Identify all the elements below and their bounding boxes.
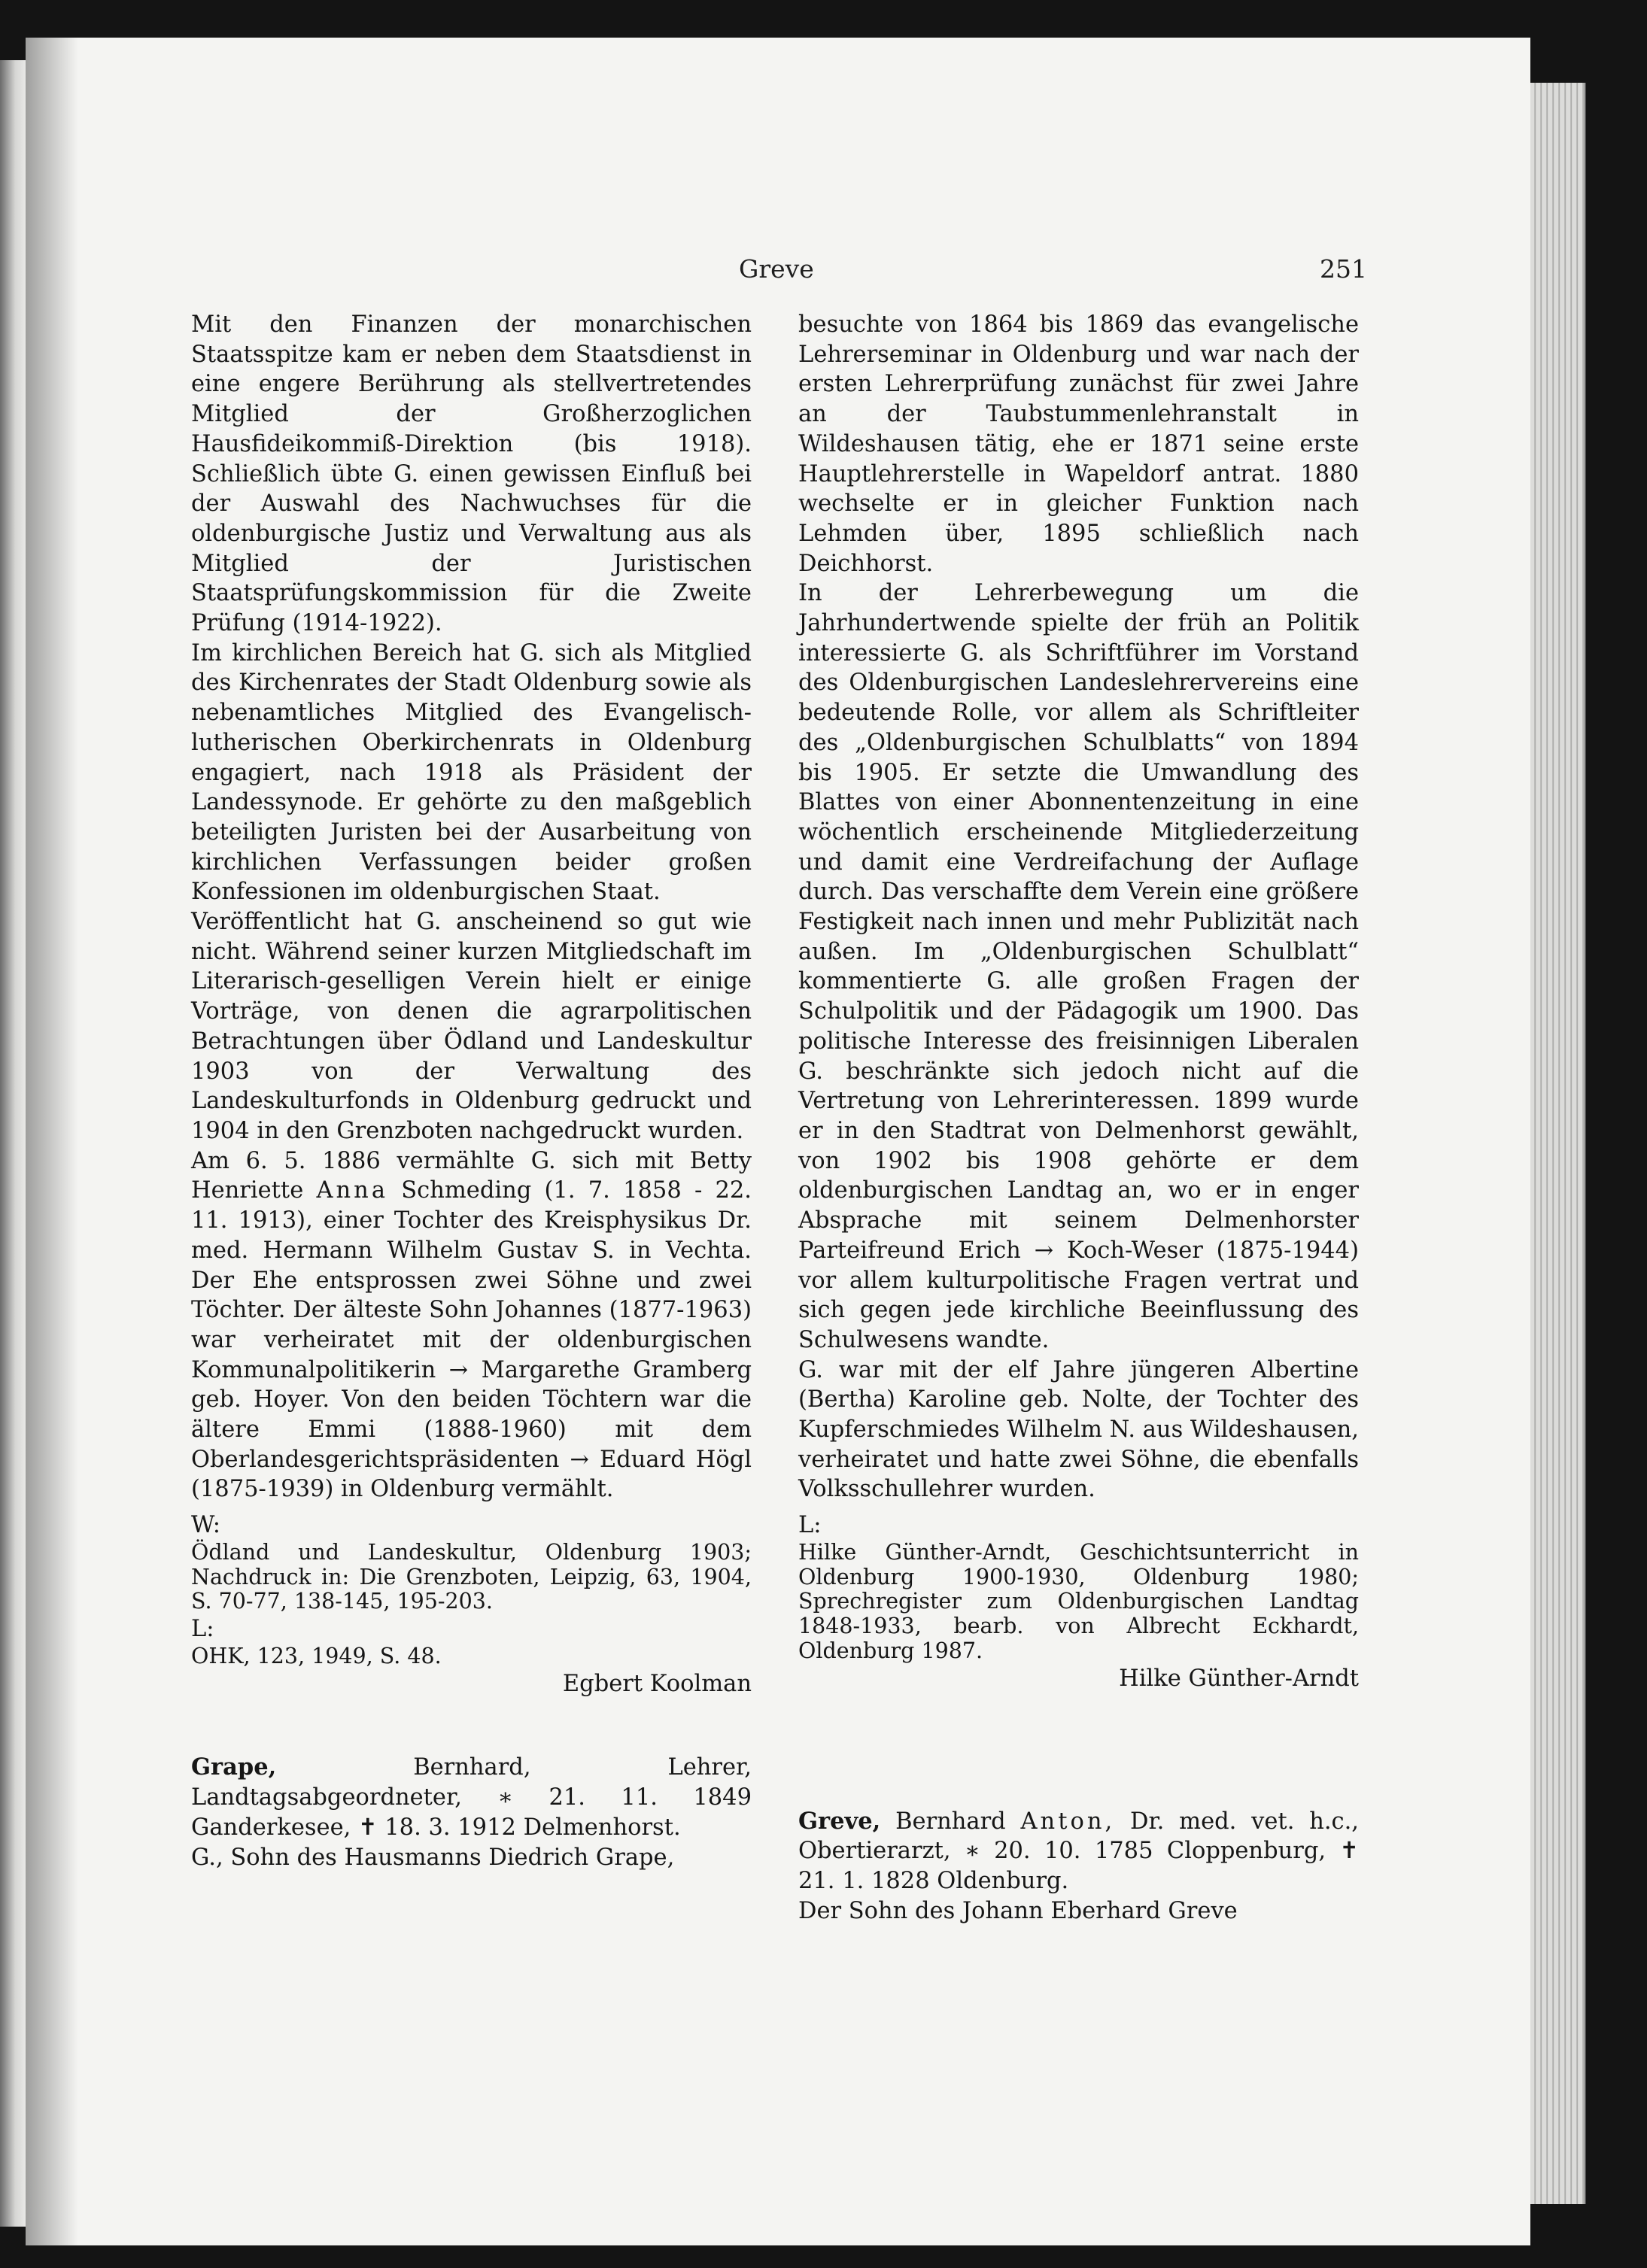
paragraph: Mit den Finanzen der monarchischen Staatsspitze kam er neben dem Staatsdienst in eine engere Berührung als stellvertretendes Mitglied der Großherzoglichen Hausfideikommiß-Direktion (bis 1918). Schließlich übte G. einen gewissen Einfluß bei der Auswahl des Nachwuchses für die oldenburgische Justiz und Verwaltung aus als Mitglied der Juristischen Staatsprüfungskommission für die Zweite Prüfung (1914-1922). [191,311,752,637]
page-number: 251 [1320,254,1367,284]
entry-header-text: Dr. med. vet. h.c., Obertierarzt, ∗ 20. 10. 1785 Cloppenburg, ✝ 21. 1. 1828 Oldenburg. [798,1808,1360,1894]
spaced-name: Anna [316,1177,388,1204]
entry-header-text: Bernhard, Lehrer, Landtagsabgeordneter, ∗ 21. 11. 1849 Ganderkesee, ✝ 18. 3. 1912 Delmenhorst. [191,1754,752,1841]
running-head-title: Greve [739,254,814,284]
paragraph: In der Lehrerbewegung um die Jahrhundertwende spielte der früh an Politik interessierte G. als Schriftführer im Vorstand des Oldenburgischen Landeslehrervereins eine bedeutende Rolle, vor allem als Schriftleiter des „Oldenburgischen Schulblatts“ von 1894 bis 1905. Er setzte die Umwandlung des Blattes von einer Abonnentenzeitung in eine wöchentlich erscheinende Mitgliederzeitung und damit eine Verdreifachung der Auflage durch. Das verschaffte dem Verein eine größere Festigkeit nach innen und mehr Publizität nach außen. Im „Oldenburgischen Schulblatt“ kommentierte G. alle großen Fragen der Schulpolitik und der Pädagogik um 1900. Das politische Interesse des freisinnigen Liberalen G. beschränkte sich jedoch nicht auf die Vertretung von Lehrerinteressen. 1899 wurde er in den Stadtrat von Delmenhorst gewählt, von 1902 bis 1908 gehörte er dem oldenburgischen Landtag an, wo er in enger Absprache mit seinem Delmenhorster Parteifreund Erich → Koch-Weser (1875-1944) vor allem kulturpolitische Fragen vertrat und sich gegen jede kirchliche Beeinflussung des Schulwesens wandte. [798,580,1359,1353]
entry-name: Greve, [798,1807,881,1835]
paragraph: Der Sohn des Johann Eberhard Greve [798,1897,1238,1924]
literature-label: L: [798,1512,822,1539]
paragraph: G., Sohn des Hausmanns Diedrich Grape, [191,1844,675,1871]
entry-header [798,1807,1359,1896]
paragraph: besuchte von 1864 bis 1869 das evangelische Lehrerseminar in Oldenburg und war nach der ersten Lehrerprüfung zunächst für zwei Jahre an der Taubstummenlehranstalt in Wildeshausen tätig, ehe er 1871 seine erste Hauptlehrerstelle in Wapeldorf antrat. 1880 wechselte er in gleicher Funktion nach Lehmden über, 1895 schließlich nach Deichhorst. [798,311,1359,577]
spaced-name: Anton, [1020,1808,1116,1835]
entry-header-text: Bernhard [895,1808,1006,1835]
left-column [191,310,752,1872]
paragraph: Veröffentlicht hat G. anscheinend so gut wie nicht. Während seiner kurzen Mitgliedschaft im Literarisch-geselligen Verein hielt er einige Vorträge, von denen die agrarpolitischen Betrachtungen über Ödland und Landeskultur 1903 von der Verwaltung des Landeskulturfonds in Oldenburg gedruckt und 1904 in den Grenzboten nachgedruckt wurden. [191,909,752,1144]
paragraph: G. war mit der elf Jahre jüngeren Albertine (Bertha) Karoline geb. Nolte, der Tochter des Kupferschmiedes Wilhelm N. aus Wildeshausen, verheiratet und hatte zwei Söhne, die ebenfalls Volksschullehrer wurden. [798,1356,1359,1503]
literature-label: L: [191,1616,214,1643]
literature-text: OHK, 123, 1949, S. 48. [191,1643,442,1668]
works-text: Ödland und Landeskultur, Oldenburg 1903; Nachdruck in: Die Grenzboten, Leipzig, 63, 1904, S. 70-77, 138-145, 195-203. [191,1539,752,1614]
paragraph-text: Am 6. 5. 1886 vermählte G. sich mit Betty Henriette [191,1147,752,1204]
spine-shadow [26,38,78,2245]
book-page [26,38,1530,2245]
right-column [798,310,1359,1926]
author-signature: Egbert Koolman [562,1670,752,1697]
entry-name: Grape, [191,1753,277,1781]
paragraph [191,1146,752,1504]
left-page-edge [0,60,26,2227]
entry-header [191,1753,752,1842]
page-stack-edge [1530,83,1586,2204]
literature-text: Hilke Günther-Arndt, Geschichtsunterricht in Oldenburg 1900-1930, Oldenburg 1980; Sprechregister zum Oldenburgischen Landtag 1848-1933, bearb. von Albrecht Eckhardt, Oldenburg 1987. [798,1539,1359,1664]
author-signature: Hilke Günther-Arndt [1119,1665,1359,1692]
paragraph: Im kirchlichen Bereich hat G. sich als Mitglied des Kirchenrates der Stadt Oldenburg sowie als nebenamtliches Mitglied des Evangelisch-lutherischen Oberkirchenrats in Oldenburg engagiert, nach 1918 als Präsident der Landessynode. Er gehörte zu den maßgeblich beteiligten Juristen bei der Ausarbeitung von kirchlichen Verfassungen beider großen Konfessionen im oldenburgischen Staat. [191,639,752,906]
works-label: W: [191,1512,220,1539]
paragraph-text: Schmeding (1. 7. 1858 - 22. 11. 1913), einer Tochter des Kreisphysikus Dr. med. Hermann Wilhelm Gustav S. in Vechta. Der Ehe entsprossen zwei Söhne und zwei Töchter. Der älteste Sohn Johannes (1877-1963) war verheiratet mit der oldenburgischen Kommunalpolitikerin → Margarethe Gramberg geb. Hoyer. Von den beiden Töchtern war die ältere Emmi (1888-1960) mit dem Oberlandesgerichtspräsidenten → Eduard Högl (1875-1939) in Oldenburg vermählt. [191,1177,752,1503]
